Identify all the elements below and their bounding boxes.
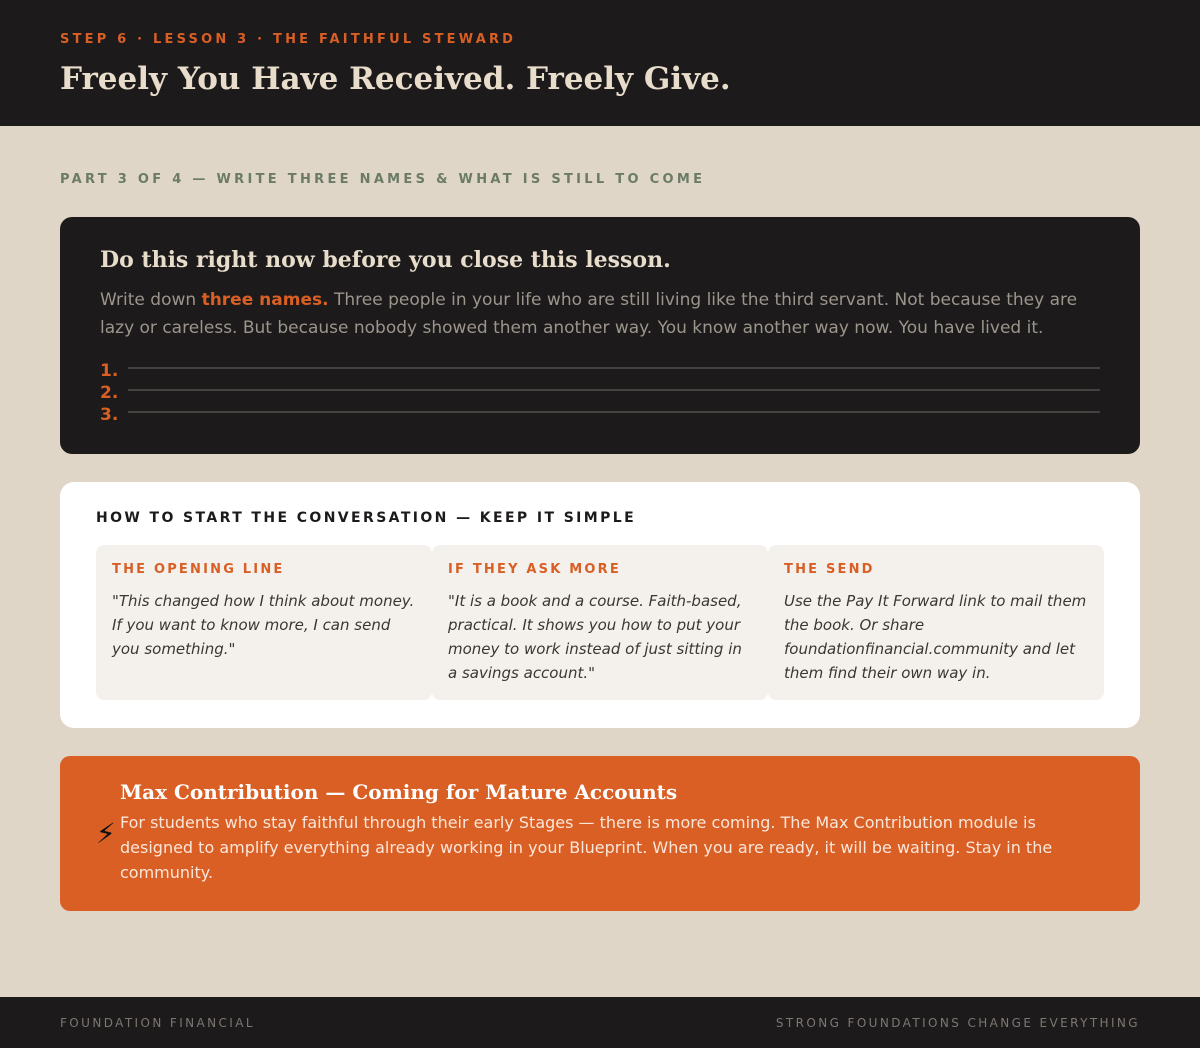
line-number: 3. — [100, 405, 119, 425]
exercise-text-start: Write down — [100, 290, 202, 310]
name-lines — [100, 360, 1100, 426]
footer-brand: FOUNDATION FINANCIAL — [60, 1015, 255, 1030]
write-line[interactable] — [128, 367, 1100, 369]
callout-heading: Max Contribution — Coming for Mature Accounts — [120, 780, 678, 804]
page-title: Freely You Have Received. Freely Give. — [60, 61, 731, 97]
lightning-icon: ⚡ — [96, 817, 116, 850]
tip-text: Use the Pay It Forward link to mail them the book. Or share foundationfinancial.community and let them find their own way in. — [784, 592, 1087, 682]
write-line[interactable] — [128, 411, 1100, 413]
conversation-card — [60, 482, 1140, 728]
exercise-card — [60, 217, 1140, 454]
tip-opening-line — [96, 545, 432, 700]
exercise-highlight: three names. — [201, 290, 329, 310]
tip-label: THE OPENING LINE — [112, 562, 285, 577]
name-line-3[interactable] — [100, 404, 1100, 426]
callout-text: For students who stay faithful through their early Stages — there is more coming. The Max Contribution module is designed to amplify everything already working in your Blueprint. When you are ready, it will be waiting. Stay in the community. — [120, 813, 1053, 882]
tip-text: "This changed how I think about money. If you want to know more, I can send you something." — [112, 592, 415, 658]
name-line-2[interactable] — [100, 382, 1100, 404]
conversation-tips — [96, 545, 1104, 700]
tip-label: IF THEY ASK MORE — [448, 562, 621, 577]
tip-ask-more — [432, 545, 768, 700]
exercise-text — [100, 286, 1100, 342]
lesson-breadcrumb: STEP 6 · LESSON 3 · THE FAITHFUL STEWARD — [60, 32, 517, 47]
lesson-header — [0, 0, 1200, 126]
part-label: PART 3 OF 4 — WRITE THREE NAMES & WHAT IS STILL TO COME — [60, 172, 706, 187]
line-number: 2. — [100, 383, 119, 403]
tip-the-send — [768, 545, 1104, 700]
write-line[interactable] — [128, 389, 1100, 391]
tip-label: THE SEND — [784, 562, 875, 577]
conversation-heading: HOW TO START THE CONVERSATION — KEEP IT SIMPLE — [96, 510, 637, 526]
exercise-heading: Do this right now before you close this lesson. — [100, 247, 671, 273]
max-contribution-callout — [60, 756, 1140, 911]
line-number: 1. — [100, 361, 119, 381]
footer-tagline: STRONG FOUNDATIONS CHANGE EVERYTHING — [775, 1015, 1140, 1030]
exercise-text-end: Three people in your life who are still living like the third servant. Not because they are lazy or careless. But because nobody showed them another way. You know another way now. You have lived it. — [100, 290, 1078, 338]
tip-text: "It is a book and a course. Faith-based, practical. It shows you how to put your money to work instead of just sitting in a savings account." — [448, 592, 742, 682]
page-footer — [0, 997, 1200, 1048]
name-line-1[interactable] — [100, 360, 1100, 382]
